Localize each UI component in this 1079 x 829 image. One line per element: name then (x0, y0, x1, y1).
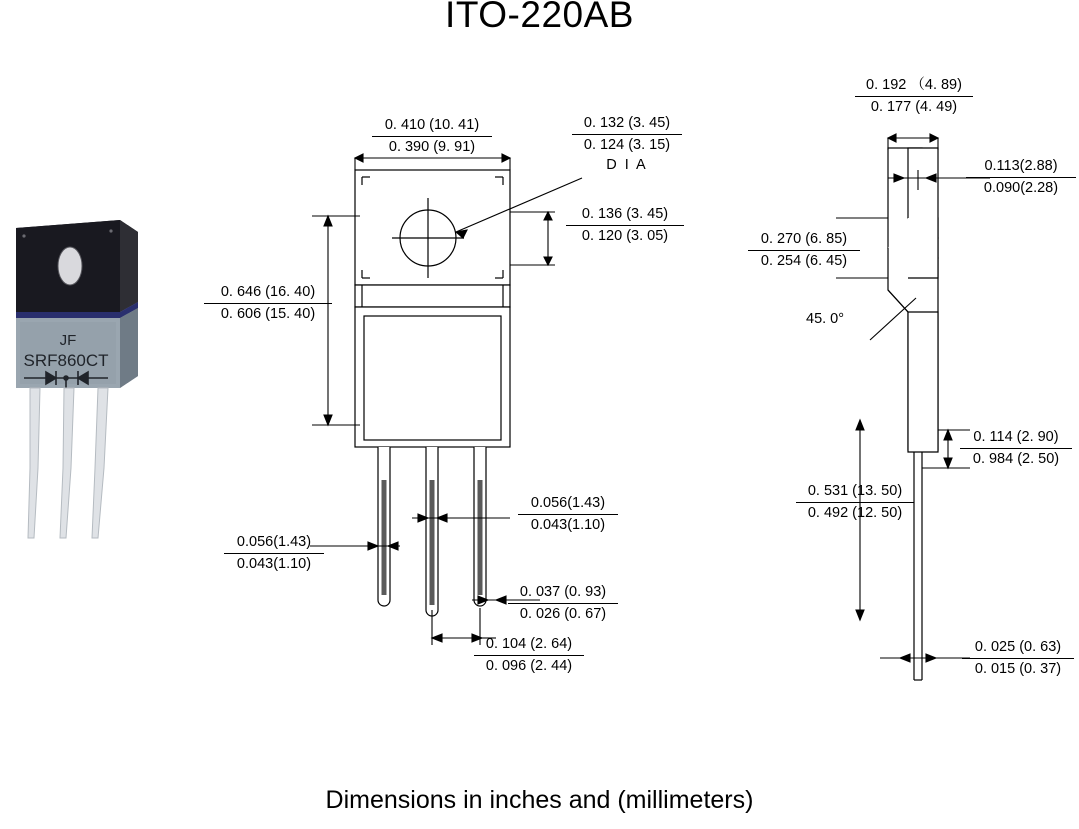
dim-front-lead-pitch: 0. 104 (2. 64) 0. 096 (2. 44) (474, 635, 584, 676)
device-photo (8, 218, 143, 548)
dim-side-lead-length: 0. 531 (13. 50) 0. 492 (12. 50) (796, 482, 914, 523)
dim-side-body-thickness: 0. 192 （4. 89) 0. 177 (4. 49) (855, 76, 973, 117)
dim-front-tab-width: 0. 410 (10. 41) 0. 390 (9. 91) (372, 116, 492, 157)
dim-front-lead-width-center: 0.056(1.43) 0.043(1.10) (518, 494, 618, 535)
dim-side-chamfer-angle: 45. 0° (806, 311, 845, 327)
photo-marking-line1: JF (59, 332, 77, 349)
page-title: ITO-220AB (445, 0, 634, 35)
side-view-drawing (830, 130, 1079, 710)
dim-front-hole-center: 0. 136 (3. 45) 0. 120 (3. 05) (566, 205, 684, 246)
photo-body (16, 308, 138, 388)
dim-side-tab-thickness: 0.113(2.88) 0.090(2.28) (966, 157, 1076, 198)
dim-front-body-height: 0. 646 (16. 40) 0. 606 (15. 40) (204, 283, 332, 324)
photo-leads (28, 388, 108, 538)
dim-front-lead-thickness: 0. 037 (0. 93) 0. 026 (0. 67) (508, 583, 618, 624)
dim-side-lead-offset: 0. 114 (2. 90) 0. 984 (2. 50) (960, 428, 1072, 469)
dim-side-shoulder: 0. 270 (6. 85) 0. 254 (6. 45) (748, 230, 860, 271)
dim-side-lead-thickness: 0. 025 (0. 63) 0. 015 (0. 37) (962, 638, 1074, 679)
photo-marking-line2: SRF860CT (23, 351, 109, 370)
dim-front-hole-dia: 0. 132 (3. 45) 0. 124 (3. 15) D I A (572, 114, 682, 175)
photo-heatsink (16, 220, 138, 312)
dim-front-lead-width-left: 0.056(1.43) 0.043(1.10) (224, 533, 324, 574)
page-footer-note: Dimensions in inches and (millimeters) (325, 786, 754, 814)
